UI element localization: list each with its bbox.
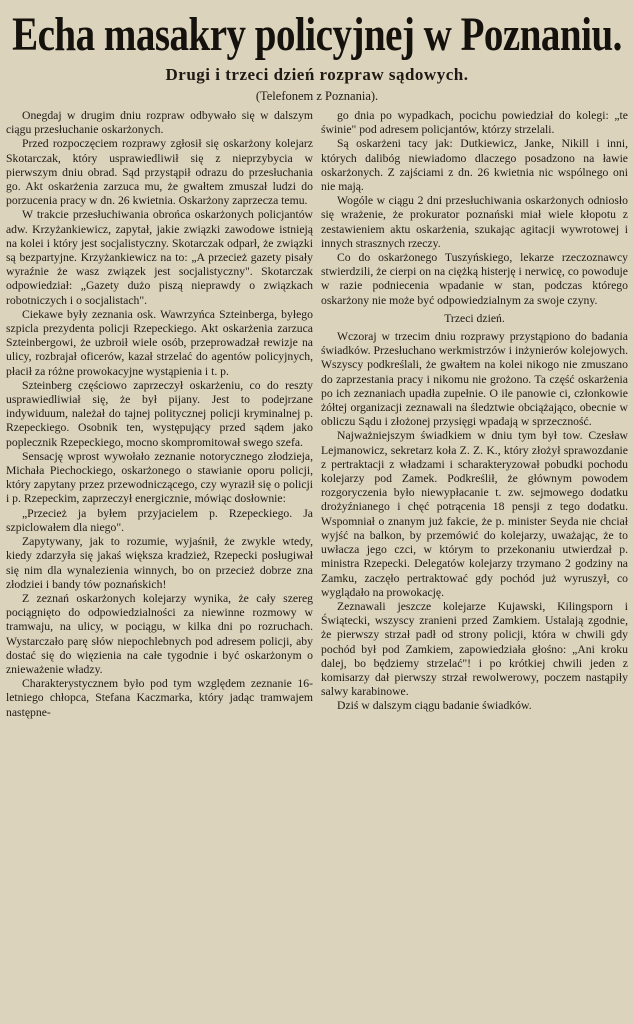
paragraph: Przed rozpoczęciem rozprawy zgłosił się oskarżony kolejarz Skotarczak, który usprawiedliwił się z nieprzybycia w pierwszym dniu obrad. Sąd przystąpił odrazu do przesłuchania go. Akt oskarżenia zarzuca mu, że gwałtem zmuszał ludzi do porzucenia pracy w dn. 26 kwietnia. Oskarżony zaprzecza temu. bbox=[6, 137, 313, 208]
paragraph: Szteinberg częściowo zaprzeczył oskarżeniu, co do reszty usprawiedliwiał się, że był pijany. Jest to podejrzane indywiduum, należał do tajnej politycznej policji kryminalnej p. Rzepeckiego. Osobnik ten, występujący przed sądem jako poplecznik Rzepeckiego, mocno skompromitował swego szefa. bbox=[6, 378, 313, 449]
paragraph: Ciekawe były zeznania osk. Wawrzyńca Szteinberga, byłego szpicla prezydenta policji Rzepeckiego. Akt oskarżenia zarzuca Szteinbergowi, że uzbroił wiele osób, przeprowadzał rewizje na ulicy, rozbrajał oficerów, kazał strzelać do agentów policyjnych, płacił za różne prowokacyjne wystąpienia i t. p. bbox=[6, 307, 313, 378]
paragraph: Co do oskarżonego Tuszyńskiego, lekarze rzeczoznawcy stwierdzili, że cierpi on na ciężką histerję i nerwicę, co powoduje w razie podniecenia wpadanie w stan, podczas którego oskarżony nie może być odpowiedzialnym za swoje czyny. bbox=[321, 251, 628, 307]
paragraph: Sensację wprost wywołało zeznanie notorycznego złodzieja, Michała Piechockiego, oskarżonego o stawianie oporu policji, który zapytany przez przewodniczącego, czy wyraził się o policji i p. Rzepeckim, zaprzeczył energicznie, mówiąc dosłownie: bbox=[6, 449, 313, 506]
section-heading: Trzeci dzień. bbox=[444, 311, 505, 325]
paragraph: Są oskarżeni tacy jak: Dutkiewicz, Janke, Nikill i inni, których dalibóg niewiadomo dlaczego posadzono na ławie oskarżonych. Z zajściami z dn. 26 kwietnia nic wspólnego oni nie mają. bbox=[321, 137, 628, 194]
paragraph: Wczoraj w trzecim dniu rozprawy przystąpiono do badania świadków. Przesłuchano werkmistrzów i inżynierów kolejowych. Wszyscy podkreślali, że gwałtem na kolei nikogo nie zmuszano do zaprzestania pracy i nikomu nie grożono. Ta część oskarżenia po ich zeznaniach upadła zupełnie. O ile panowie ci, członkowie żółtej organizacji zeznawali na śledztwie obciążająco, obecnie w obliczu Sądu i złożonej przysięgi wpadają w sprzeczność. bbox=[321, 330, 628, 429]
paragraph: go dnia po wypadkach, pocichu powiedział do kolegi: „te świnie" pod adresem policjantów, którzy strzelali. bbox=[321, 109, 628, 137]
headline: Echa masakry policyjnej w Poznaniu. bbox=[12, 8, 622, 61]
paragraph: Zapytywany, jak to rozumie, wyjaśnił, że zwykle wtedy, kiedy zdarzyła się jakaś większa kradzież, Rzepecki posługiwał się nim dla wynalezienia winnych, bo on przecież dobrze zna złodziei i bandy tów poznańskich! bbox=[6, 535, 313, 591]
paragraph: Z zeznań oskarżonych kolejarzy wynika, że cały szereg pociągnięto do odpowiedzialności za niewinne rozmowy w tramwaju, na ulicy, w pociągu, w kilka dni po rozruchach. Wystarczało parę słów niepochlebnych pod adresem policji, aby dostać się do więzienia na całe tygodnie i być oskarżonym o znieważenie władzy. bbox=[6, 591, 313, 676]
paragraph: Najważniejszym świadkiem w dniu tym był tow. Czesław Lejmanowicz, sekretarz koła Z. Z. K., który złożył sprawozdanie z pertraktacji z władzami i scharakteryzował pobudki pochodu kolejarzy pod Zamek. Podkreślił, że głównym powodem rozgoryczenia było niewypłacanie t. zw. sejmowego dodatku drożyźnianego i chęć potrącenia 18 pensji z tego dodatku. Wspomniał o znanym już fakcie, że p. minister Seyda nie chciał wyjść na balkon, by przemówić do kolejarzy, uważając, że to uwłacza jego czci, w którym to przekonaniu utwierdzał p. ministra Rzepecki. Delegatów kolejarzy trzymano 2 godziny na Zamku, zaczęło pertraktować gdy pochód już wyruszył, co wyglądało na prowokację. bbox=[321, 429, 628, 599]
paragraph: Charakterystycznem było pod tym względem zeznanie 16-letniego chłopca, Stefana Kaczmarka, który jadąc tramwajem następne- bbox=[6, 677, 313, 719]
subheadline: Drugi i trzeci dzień rozpraw sądowych. bbox=[165, 65, 469, 84]
paragraph: Onegdaj w drugim dniu rozpraw odbywało się w dalszym ciągu przesłuchanie oskarżonych. bbox=[6, 109, 313, 137]
paragraph: Dziś w dalszym ciągu badanie świadków. bbox=[337, 699, 532, 713]
paragraph: Wogóle w ciągu 2 dni przesłuchiwania oskarżonych odniosło się wrażenie, że prokurator poznański miał wiele kłopotu z zestawieniem aktu oskarżenia, szukając agitacji wywrotowej i innych strasznych rzeczy. bbox=[321, 194, 628, 250]
paragraph: Zeznawali jeszcze kolejarze Kujawski, Kilingsporn i Świątecki, wszyscy zranieni przed Zamkiem. Ustalają zgodnie, że pierwszy strzał padł od strony policji, która w chwili gdy pochód był pod Zamkiem, zapowiedziała głośno: „Ani kroku dalej, bo będziemy strzelać"! i po krótkiej chwili jeden z komisarzy dał pierwszy strzał rewolwerowy, poczem nastąpiły salwy karabinowe. bbox=[321, 599, 628, 699]
column-right bbox=[321, 109, 628, 720]
paragraph: W trakcie przesłuchiwania obrońca oskarżonych policjantów adw. Krzyżankiewicz, zapytał, jakie związki zawodowe istnieją na kolei i który jest socjalistyczny. Skotarczak odparł, że związki są bezpartyjne. Krzyżankiewicz na to: „A przecież gazety pisały wyraźnie że wasz związek jest socjalistyczny". Skotarczak odpowiedział: „Gazety dużo piszą nieprawdy o związkach robotniczych i o socjalistach". bbox=[6, 208, 313, 307]
article-body bbox=[6, 109, 628, 720]
column-left bbox=[6, 109, 313, 720]
byline: (Telefonem z Poznania). bbox=[255, 89, 379, 103]
paragraph: „Przecież ja byłem przyjacielem p. Rzepeckiego. Ja szpiclowałem dla niego". bbox=[6, 506, 313, 534]
